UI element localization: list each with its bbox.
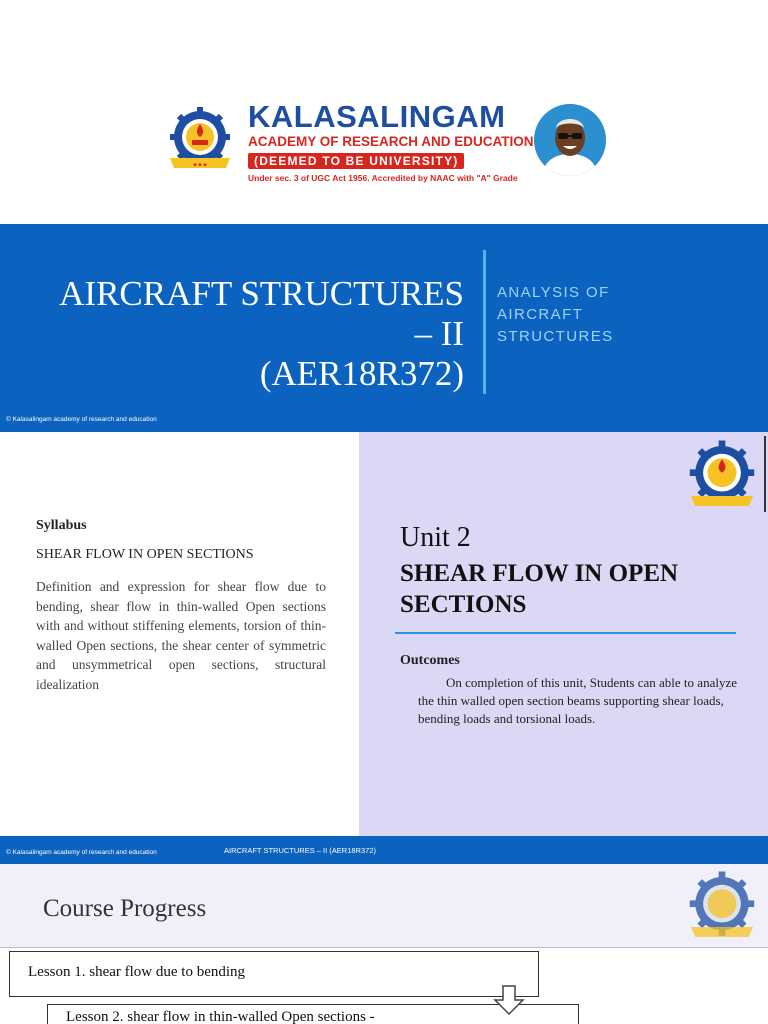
syllabus-body: Definition and expression for shear flow due to bending, shear flow in thin-walled Open sections with and without stiffening elements, torsion of thin-walled Open sections, the shear center of symmetric and unsymmetrical open sections, structural idealization bbox=[36, 579, 326, 692]
lesson-label: Lesson 1. shear flow due to bending bbox=[28, 964, 246, 980]
title-divider bbox=[483, 250, 486, 394]
brand-accreditation: Under sec. 3 of UGC Act 1956. Accredited by NAAC with "A" Grade bbox=[248, 173, 518, 183]
syllabus-title: SHEAR FLOW IN OPEN SECTIONS bbox=[36, 547, 254, 562]
course-title-line-1: AIRCRAFT STRUCTURES bbox=[59, 274, 464, 313]
founder-portrait-icon bbox=[534, 104, 606, 176]
university-seal-icon bbox=[682, 436, 762, 516]
arrow-down-icon bbox=[493, 984, 525, 1016]
progress-header bbox=[0, 864, 768, 948]
brand-name: KALASALINGAM bbox=[248, 99, 506, 134]
syllabus-panel bbox=[0, 432, 359, 836]
brand-deemed-badge: (DEEMED TO BE UNIVERSITY) bbox=[248, 153, 464, 169]
course-title-line-2: – II bbox=[414, 314, 464, 353]
university-seal-icon bbox=[682, 867, 762, 947]
slide-footer bbox=[0, 836, 768, 864]
university-seal-icon bbox=[164, 104, 236, 176]
brand-subtitle: ACADEMY OF RESEARCH AND EDUCATION bbox=[248, 134, 534, 149]
lesson-box bbox=[9, 951, 539, 997]
progress-header-rule bbox=[0, 947, 768, 948]
course-subtitle: ANALYSIS OF AIRCRAFT STRUCTURES bbox=[497, 284, 614, 345]
unit-number: Unit 2 bbox=[400, 522, 471, 553]
unit-rule bbox=[395, 632, 736, 634]
title-slide bbox=[0, 224, 768, 432]
progress-title: Course Progress bbox=[43, 895, 207, 922]
footer-copyright: © Kalasalingam academy of research and education bbox=[6, 849, 157, 856]
title-copyright: © Kalasalingam academy of research and education bbox=[6, 416, 157, 423]
unit-title: SHEAR FLOW IN OPEN SECTIONS bbox=[400, 560, 679, 618]
unit-panel bbox=[359, 432, 768, 836]
course-title-line-3: (AER18R372) bbox=[259, 354, 464, 393]
outcomes-label: Outcomes bbox=[400, 653, 460, 668]
outcomes-body: On completion of this unit, Students can able to analyze the thin walled open section beams supporting shear loads, bending loads and torsional loads. bbox=[418, 675, 737, 726]
syllabus-label: Syllabus bbox=[36, 518, 87, 533]
university-header bbox=[0, 0, 768, 224]
edge-divider bbox=[764, 436, 766, 512]
footer-course: AIRCRAFT STRUCTURES – II (AER18R372) bbox=[224, 846, 376, 855]
svg-text:▪ ▪ ▪: ▪ ▪ ▪ bbox=[193, 162, 207, 168]
course-title bbox=[4, 274, 464, 394]
lesson-label: Lesson 2. shear flow in thin-walled Open sections - bbox=[66, 1009, 375, 1024]
brand-block bbox=[248, 100, 538, 183]
